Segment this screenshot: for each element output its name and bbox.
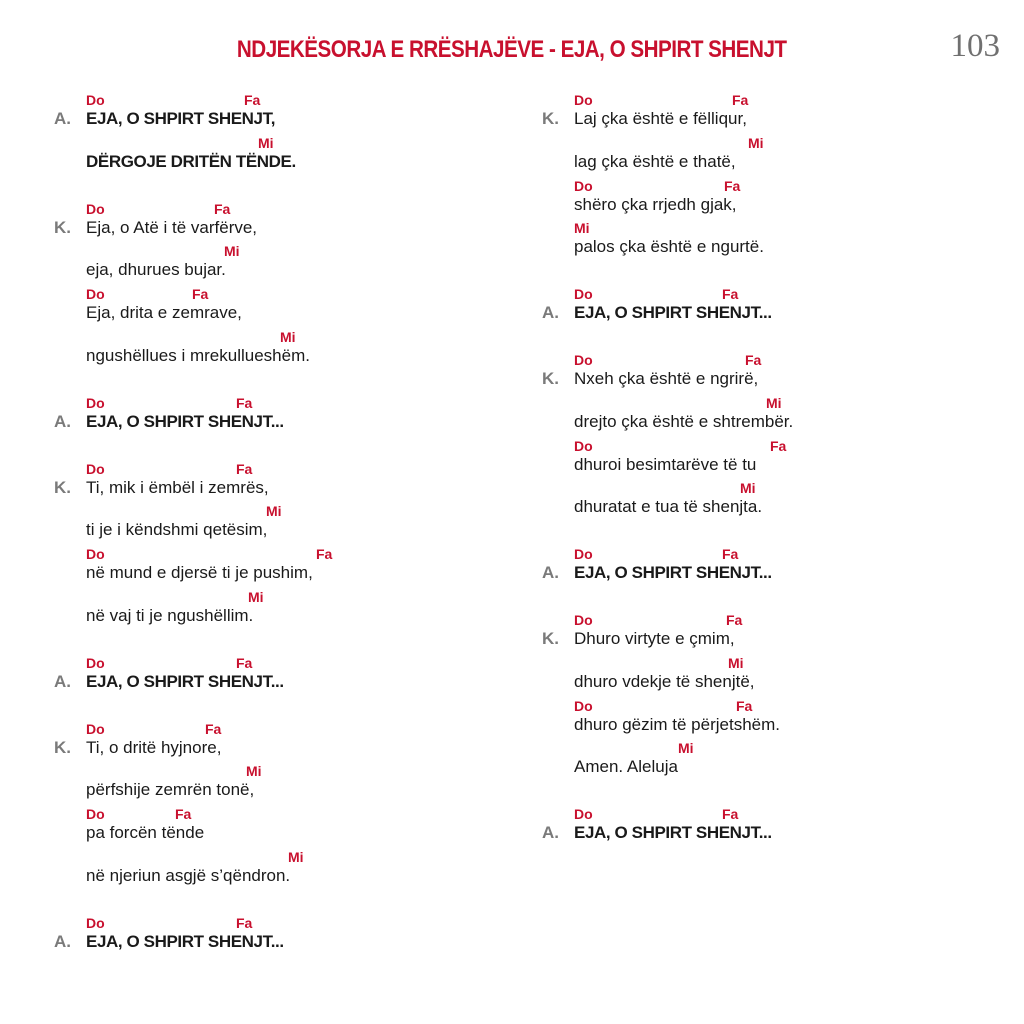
lyric-line: [488, 806, 1024, 849]
refrain-text: EJA, O SHPIRT SHENJT...: [574, 563, 772, 583]
chord: Mi: [748, 134, 764, 151]
chord-row: [0, 849, 510, 864]
chord-row: [488, 698, 1024, 713]
chord: Mi: [766, 394, 782, 411]
chord-row: [0, 655, 510, 670]
chord: Do: [574, 286, 593, 303]
verse-text: në njeriun asgjë s’qëndron.: [86, 865, 291, 885]
cantor-marker: K.: [542, 628, 559, 648]
chord: Mi: [280, 328, 296, 345]
chord-row: [0, 286, 510, 301]
verse: [0, 655, 510, 698]
cantor-marker: K.: [54, 217, 71, 237]
lyric-line: [488, 655, 1024, 698]
lyric-line: [488, 352, 1024, 395]
verse-text: Ti, mik i ëmbël i zemrës,: [86, 477, 269, 497]
chord-row: [488, 220, 1024, 235]
verse-text: dhuroi besimtarëve të tu: [574, 454, 757, 474]
cantor-marker: K.: [542, 368, 559, 388]
chord: Mi: [266, 503, 282, 520]
verse-text: Eja, o Atë i të varfërve,: [86, 217, 258, 237]
chord-row: [0, 915, 510, 930]
chord: Do: [86, 914, 105, 931]
verse: [488, 806, 1024, 849]
chord: Do: [574, 351, 593, 368]
verse: [0, 915, 510, 958]
lyric-line: [0, 915, 510, 958]
lyric-line: [488, 92, 1024, 135]
chord-row: [488, 395, 1024, 410]
lyric-line: [0, 503, 510, 546]
chord: Do: [86, 546, 105, 563]
chord-row: [488, 438, 1024, 453]
verse-text: ti je i këndshmi qetësim,: [86, 520, 268, 540]
chord: Fa: [722, 806, 739, 823]
verse: [488, 92, 1024, 263]
lyric-line: [0, 395, 510, 438]
refrain-text: EJA, O SHPIRT SHENJT...: [574, 823, 772, 843]
chord-row: [0, 329, 510, 344]
lyric-line: [488, 480, 1024, 523]
chord: Fa: [236, 914, 253, 931]
chord: Mi: [740, 480, 756, 497]
cantor-marker: K.: [54, 737, 71, 757]
chord-row: [488, 480, 1024, 495]
lyric-line: [0, 806, 510, 849]
lyric-line: [488, 740, 1024, 783]
chord-row: [0, 589, 510, 604]
chord-row: [0, 135, 510, 150]
chord-row: [488, 352, 1024, 367]
lyric-line: [0, 135, 510, 178]
chord-row: [488, 806, 1024, 821]
chord: Mi: [728, 654, 744, 671]
chord: Do: [574, 177, 593, 194]
verse: [488, 352, 1024, 523]
chord: Do: [574, 806, 593, 823]
verse: [488, 612, 1024, 783]
lyric-line: [0, 546, 510, 589]
chord: Do: [86, 806, 105, 823]
lyric-line: [0, 849, 510, 892]
chord: Fa: [722, 286, 739, 303]
cantor-marker: K.: [54, 477, 71, 497]
verse-text: dhuro gëzim të përjetshëm.: [574, 714, 780, 734]
refrain-text: EJA, O SHPIRT SHENJT...: [574, 303, 772, 323]
chord-row: [0, 763, 510, 778]
refrain-text: DËRGOJE DRITËN TËNDE.: [86, 151, 296, 171]
verse: [0, 201, 510, 372]
chord: Do: [86, 720, 105, 737]
lyric-line: [0, 763, 510, 806]
chord: Do: [574, 546, 593, 563]
chord: Mi: [258, 134, 274, 151]
chord: Do: [86, 92, 105, 108]
chord-row: [488, 178, 1024, 193]
chord: Do: [574, 611, 593, 628]
chord: Fa: [724, 177, 741, 194]
chord: Fa: [175, 806, 192, 823]
chord: Fa: [726, 611, 743, 628]
chord-row: [488, 135, 1024, 150]
lyric-line: [488, 546, 1024, 589]
chord: Do: [86, 460, 105, 477]
assembly-marker: A.: [54, 411, 71, 431]
chord: Fa: [736, 697, 753, 714]
chord: Fa: [205, 720, 222, 737]
assembly-marker: A.: [542, 303, 559, 323]
assembly-marker: A.: [54, 109, 71, 128]
verse-text: drejto çka është e shtrembër.: [574, 411, 794, 431]
lyric-line: [0, 92, 510, 135]
chord-row: [0, 806, 510, 821]
chord: Do: [86, 200, 105, 217]
chord: Mi: [248, 588, 264, 605]
chord-row: [0, 721, 510, 736]
lyric-line: [0, 286, 510, 329]
verse: [0, 461, 510, 632]
left-column: [0, 92, 510, 981]
chord: Do: [574, 92, 593, 108]
verse-text: palos çka është e ngurtë.: [574, 237, 764, 257]
chord: Do: [86, 654, 105, 671]
verse: [0, 721, 510, 892]
chord-row: [488, 612, 1024, 627]
assembly-marker: A.: [54, 671, 71, 691]
lyric-line: [488, 286, 1024, 329]
cantor-marker: K.: [542, 109, 559, 128]
chord: Do: [574, 437, 593, 454]
right-column: [488, 92, 1024, 872]
verse-text: lag çka është e thatë,: [574, 151, 736, 171]
chord-row: [0, 461, 510, 476]
chord: Do: [86, 394, 105, 411]
chord: Fa: [722, 546, 739, 563]
chord: Fa: [745, 351, 762, 368]
refrain-text: EJA, O SHPIRT SHENJT...: [86, 931, 284, 951]
refrain-text: EJA, O SHPIRT SHENJT,: [86, 109, 276, 128]
chord-row: [488, 740, 1024, 755]
chord-row: [0, 201, 510, 216]
chord: Mi: [678, 740, 694, 757]
verse-text: dhuratat e tua të shenjta.: [574, 497, 763, 517]
chord: Fa: [244, 92, 261, 108]
chord-row: [488, 655, 1024, 670]
lyric-line: [0, 461, 510, 504]
chord: Fa: [770, 437, 787, 454]
refrain-text: EJA, O SHPIRT SHENJT...: [86, 411, 284, 431]
lyric-line: [0, 589, 510, 632]
verse-text: ngushëllues i mrekullueshëm.: [86, 345, 310, 365]
verse-text: Laj çka është e fëlliqur,: [574, 109, 747, 128]
chord-row: [488, 546, 1024, 561]
chord: Mi: [246, 763, 262, 780]
verse-text: pa forcën tënde: [86, 823, 205, 843]
lyric-line: [488, 395, 1024, 438]
verse: [0, 92, 510, 178]
page-title: NDJEKËSORJA E RRËSHAJËVE - EJA, O SHPIRT SHENJT: [236, 36, 787, 63]
lyric-line: [0, 655, 510, 698]
lyric-line: [488, 612, 1024, 655]
verse-text: Nxeh çka është e ngrirë,: [574, 368, 759, 388]
refrain-text: EJA, O SHPIRT SHENJT...: [86, 671, 284, 691]
chord: Mi: [224, 243, 240, 260]
chord: Mi: [288, 848, 304, 865]
assembly-marker: A.: [542, 563, 559, 583]
lyric-line: [0, 201, 510, 244]
chord-row: [0, 243, 510, 258]
verse-text: dhuro vdekje të shenjtë,: [574, 671, 755, 691]
chord: Fa: [214, 200, 231, 217]
lyric-line: [0, 721, 510, 764]
assembly-marker: A.: [542, 823, 559, 843]
chord-row: [0, 503, 510, 518]
page-number: 103: [950, 28, 1000, 64]
chord-row: [488, 92, 1024, 107]
chord: Fa: [316, 546, 333, 563]
verse: [488, 546, 1024, 589]
lyric-line: [488, 220, 1024, 263]
chord-row: [0, 395, 510, 410]
verse-text: Amen. Aleluja: [574, 757, 678, 777]
verse: [488, 286, 1024, 329]
chord: Fa: [236, 654, 253, 671]
verse-text: Ti, o dritë hyjnore,: [86, 737, 222, 757]
verse-text: përfshije zemrën tonë,: [86, 780, 255, 800]
lyric-line: [0, 243, 510, 286]
lyric-line: [488, 438, 1024, 481]
lyric-line: [0, 329, 510, 372]
lyric-line: [488, 178, 1024, 221]
chord-row: [488, 286, 1024, 301]
chord-row: [0, 546, 510, 561]
verse-text: shëro çka rrjedh gjak,: [574, 194, 737, 214]
chord: Fa: [236, 394, 253, 411]
chord: Mi: [574, 220, 590, 237]
chord: Fa: [192, 286, 209, 303]
verse-text: eja, dhurues bujar.: [86, 260, 226, 280]
lyric-line: [488, 698, 1024, 741]
assembly-marker: A.: [54, 931, 71, 951]
chord: Do: [86, 286, 105, 303]
chord: Fa: [732, 92, 749, 108]
verse-text: në mund e djersë ti je pushim,: [86, 563, 313, 583]
chord-row: [0, 92, 510, 107]
verse-text: në vaj ti je ngushëllim.: [86, 605, 254, 625]
chord: Fa: [236, 460, 253, 477]
lyric-line: [488, 135, 1024, 178]
verse-text: Eja, drita e zemrave,: [86, 303, 242, 323]
verse-text: Dhuro virtyte e çmim,: [574, 628, 735, 648]
verse: [0, 395, 510, 438]
chord: Do: [574, 697, 593, 714]
